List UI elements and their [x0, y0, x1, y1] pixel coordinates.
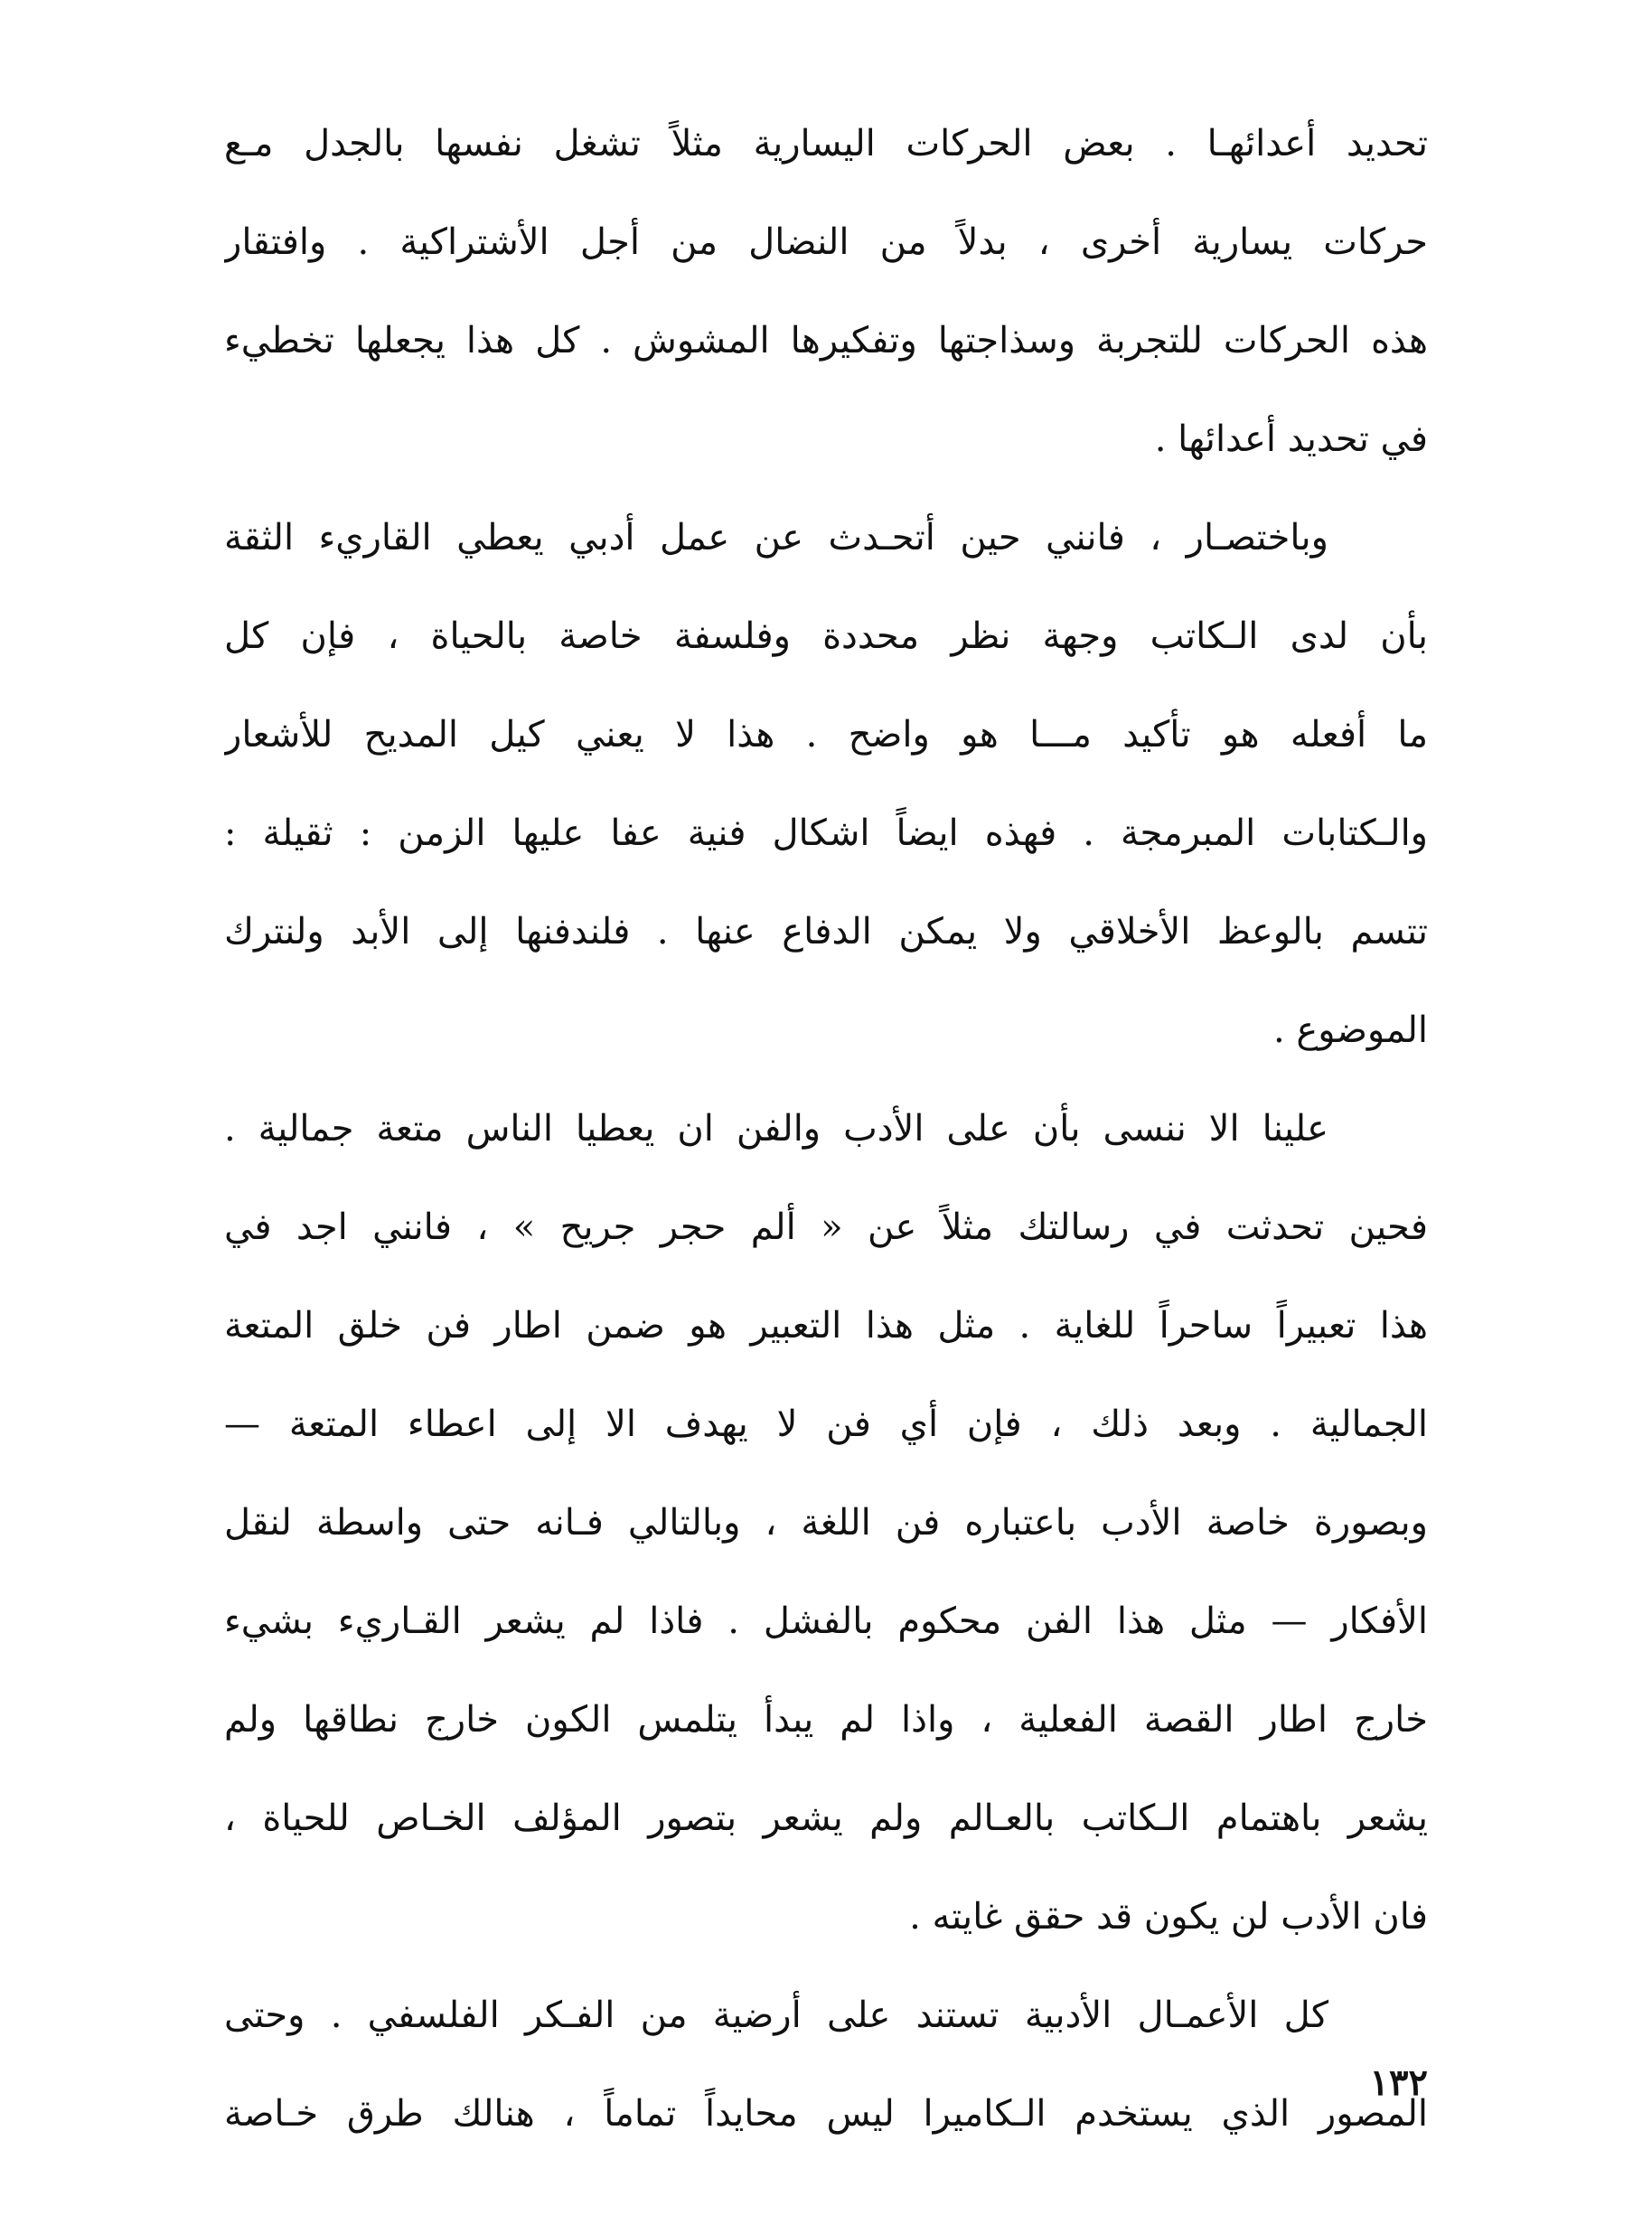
paragraph-3-line-6: الأفكار — مثل هذا الفن محكوم بالفشل . فاذا لم يشعر القـاريء بشيء: [224, 1600, 1428, 1642]
paragraph-3-line-4: الجمالية . وبعد ذلك ، فإن أي فن لا يهدف الا إلى اعطاء المتعة —: [224, 1403, 1428, 1445]
paragraph-3-line-9: فان الأدب لن يكون قد حقق غايته .: [909, 1896, 1428, 1938]
paragraph-4-line-2: المصور الذي يستخدم الـكاميرا ليس محايداً تماماً ، هنالك طرق خـاصة: [224, 2093, 1428, 2135]
paragraph-1-line-3: هذه الحركات للتجربة وسذاجتها وتفكيرها المشوش . كل هذا يجعلها تخطيء: [224, 320, 1428, 361]
paragraph-2-line-5: تتسم بالوعظ الأخلاقي ولا يمكن الدفاع عنها . فلندفنها إلى الأبد ولنترك: [224, 911, 1428, 953]
paragraph-3-line-2: فحين تحدثت في رسالتك مثلاً عن « ألم حجر جريح » ، فانني اجد في: [224, 1206, 1428, 1248]
paragraph-4-line-1: كل الأعمـال الأدبية تستند على أرضية من الفـكر الفلسفي . وحتى: [224, 1995, 1329, 2036]
page-number: ١٣٢: [1369, 2061, 1428, 2104]
paragraph-2-line-3: ما أفعله هو تأكيد مـــا هو واضح . هذا لا يعني كيل المديح للأشعار: [224, 714, 1428, 756]
paragraph-2-line-1: وباختصـار ، فانني حين أتحـدث عن عمل أدبي يعطي القاريء الثقة: [224, 517, 1328, 558]
paragraph-1-line-1: تحديد أعدائهـا . بعض الحركات اليسارية مثلاً تشغل نفسها بالجدل مـع: [224, 123, 1428, 164]
paragraph-1-line-4: في تحديد أعدائها .: [1154, 418, 1428, 460]
paragraph-3-line-8: يشعر باهتمام الـكاتب بالعـالم ولم يشعر بتصور المؤلف الخـاص للحياة ،: [224, 1798, 1428, 1839]
paragraph-3-line-3: هذا تعبيراً ساحراً للغاية . مثل هذا التعبير هو ضمن اطار فن خلق المتعة: [224, 1305, 1428, 1347]
body-text: [224, 95, 1428, 2164]
paragraph-2-line-4: والـكتابات المبرمجة . فهذه ايضاً اشكال فنية عفا عليها الزمن : ثقيلة :: [224, 812, 1428, 854]
paragraph-1-line-2: حركات يسارية أخرى ، بدلاً من النضال من أجل الأشتراكية . وافتقار: [224, 221, 1428, 263]
paragraph-3-line-1: علينا الا ننسى بأن على الأدب والفن ان يعطيا الناس متعة جمالية .: [224, 1108, 1328, 1150]
paragraph-2-line-2: بأن لدى الـكاتب وجهة نظر محددة وفلسفة خاصة بالحياة ، فإن كل: [224, 615, 1428, 657]
paragraph-3-line-5: وبصورة خاصة الأدب باعتباره فن اللغة ، وبالتالي فـانه حتى واسطة لنقل: [224, 1502, 1428, 1544]
paragraph-3-line-7: خارج اطار القصة الفعلية ، واذا لم يبدأ يتلمس الكون خارج نطاقها ولم: [224, 1699, 1428, 1741]
paragraph-2-line-6: الموضوع .: [1272, 1009, 1428, 1051]
